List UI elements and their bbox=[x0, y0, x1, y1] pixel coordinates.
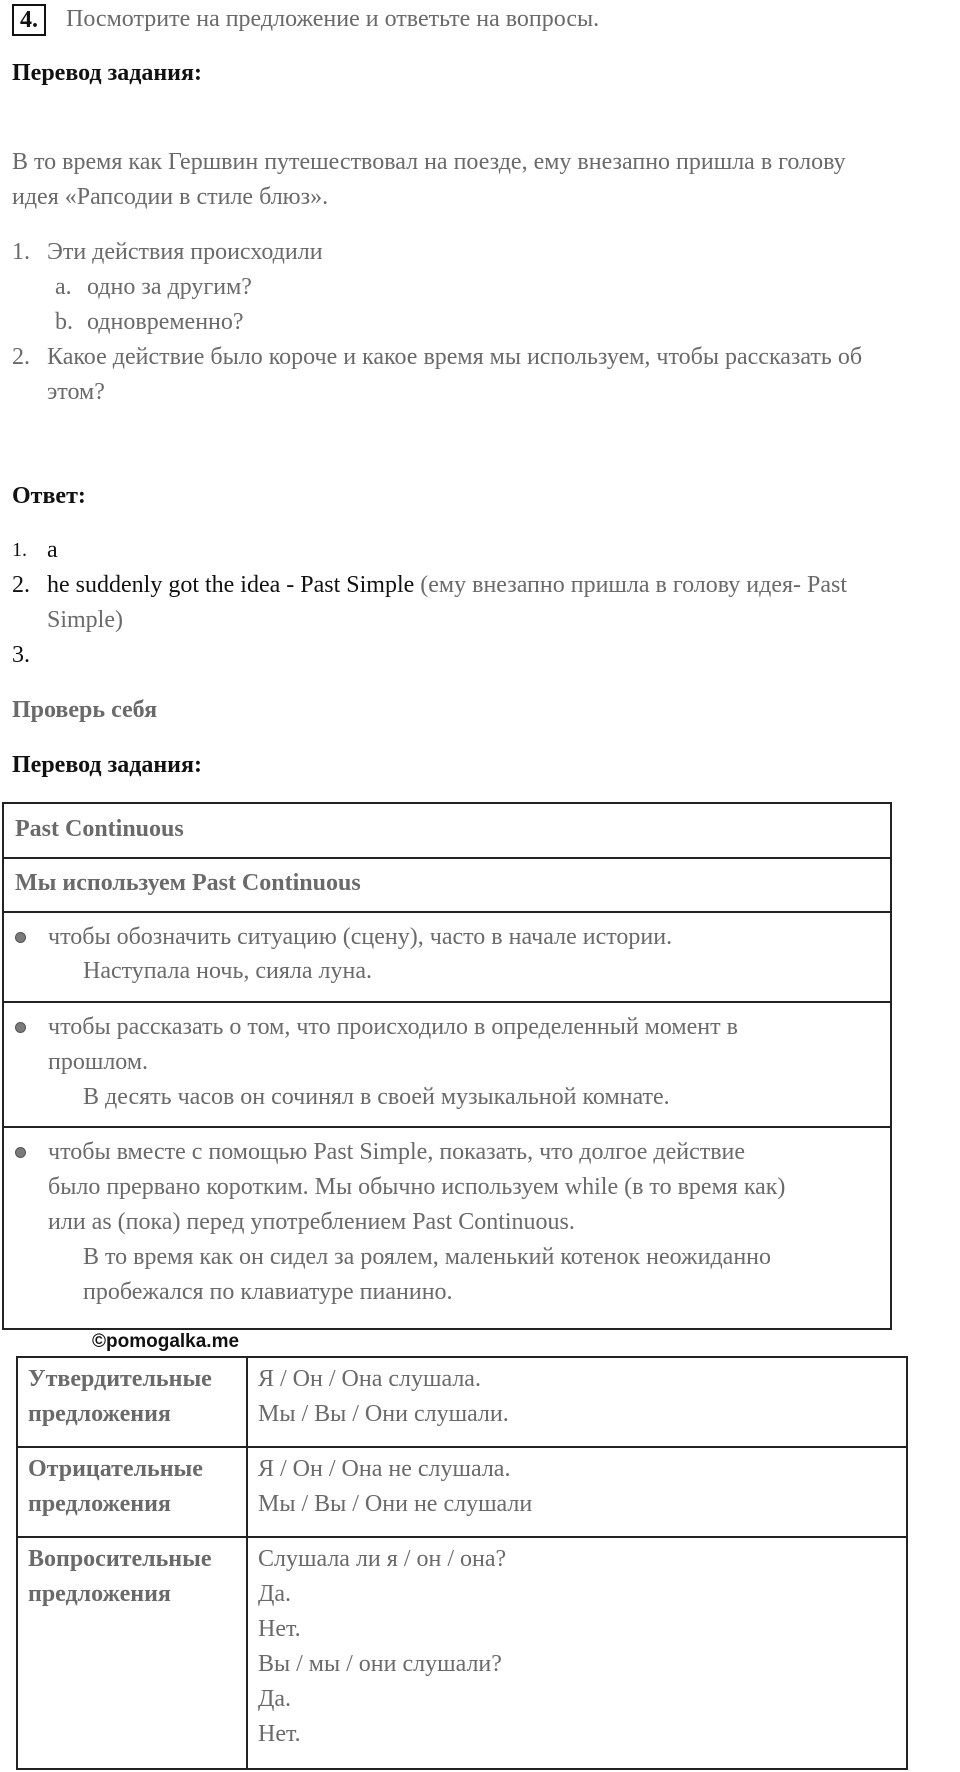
question-1a-letter: a. bbox=[55, 274, 72, 300]
task-instruction: Посмотрите на предложение и ответьте на вопросы. bbox=[66, 6, 600, 32]
use-3-line-3: или as (пока) перед употреблением Past Continuous. bbox=[48, 1209, 575, 1235]
negative-label-line-1: Отрицательные bbox=[28, 1456, 203, 1482]
use-2-line-1: чтобы рассказать о том, что происходило в определенный момент в bbox=[48, 1014, 738, 1040]
answer-3-number: 3. bbox=[12, 642, 30, 668]
question-2-number: 2. bbox=[12, 344, 30, 370]
answer-1-number: 1. bbox=[12, 539, 27, 561]
question-example-1: Слушала ли я / он / она? bbox=[258, 1546, 507, 1572]
bullet-icon bbox=[15, 1022, 26, 1033]
translated-sentence-line-2: идея «Рапсодии в стиле блюз». bbox=[12, 184, 329, 210]
table-column-divider bbox=[246, 1358, 248, 1768]
question-example-6: Нет. bbox=[258, 1721, 301, 1747]
site-watermark: ©pomogalka.me bbox=[92, 1331, 240, 1352]
answer-2-english: he suddenly got the idea - Past Simple bbox=[47, 572, 415, 598]
negative-example-2: Мы / Вы / Они не слушали bbox=[258, 1491, 533, 1517]
affirmative-example-2: Мы / Вы / Они слушали. bbox=[258, 1401, 509, 1427]
question-2-line-1: Какое действие было короче и какое время мы используем, чтобы рассказать об bbox=[47, 344, 863, 370]
table-divider bbox=[4, 1001, 890, 1003]
question-1-number: 1. bbox=[12, 239, 30, 265]
use-3-example-line-2: пробежался по клавиатуре пианино. bbox=[83, 1279, 453, 1305]
table-divider bbox=[18, 1536, 906, 1538]
question-1-text: Эти действия происходили bbox=[47, 239, 323, 265]
negative-example-1: Я / Он / Она не слушала. bbox=[258, 1456, 511, 1482]
question-example-4: Вы / мы / они слушали? bbox=[258, 1651, 502, 1677]
use-2-example: В десять часов он сочинял в своей музыкальной комнате. bbox=[83, 1084, 670, 1110]
sentence-forms-table bbox=[16, 1356, 908, 1770]
use-1-example: Наступала ночь, сияла луна. bbox=[83, 958, 373, 984]
negative-label-line-2: предложения bbox=[28, 1491, 171, 1517]
use-3-line-1: чтобы вместе с помощью Past Simple, показать, что долгое действие bbox=[48, 1139, 746, 1165]
use-1-line-1: чтобы обозначить ситуацию (сцену), часто в начале истории. bbox=[48, 924, 673, 950]
table-subtitle: Мы используем Past Continuous bbox=[15, 870, 361, 896]
answer-heading: Ответ: bbox=[12, 483, 86, 509]
question-example-2: Да. bbox=[258, 1581, 292, 1607]
answer-2-russian: (ему внезапно пришла в голову идея- Past bbox=[420, 572, 848, 598]
question-example-5: Да. bbox=[258, 1686, 292, 1712]
question-1b-text: одновременно? bbox=[87, 309, 244, 335]
bullet-icon bbox=[15, 932, 26, 943]
check-translation-heading: Перевод задания: bbox=[12, 752, 202, 778]
translated-sentence-line-1: В то время как Гершвин путешествовал на поезде, ему внезапно пришла в голову bbox=[12, 149, 846, 175]
question-label-line-1: Вопросительные bbox=[28, 1546, 212, 1572]
past-continuous-table bbox=[2, 802, 892, 1330]
table-title: Past Continuous bbox=[15, 816, 184, 842]
affirmative-example-1: Я / Он / Она слушала. bbox=[258, 1366, 481, 1392]
affirmative-label-line-1: Утвердительные bbox=[28, 1366, 212, 1392]
task-number-box: 4. bbox=[12, 4, 46, 36]
question-1b-letter: b. bbox=[55, 309, 73, 335]
table-divider bbox=[18, 1446, 906, 1448]
question-example-3: Нет. bbox=[258, 1616, 301, 1642]
question-label-line-2: предложения bbox=[28, 1581, 171, 1607]
use-2-line-2: прошлом. bbox=[48, 1049, 149, 1075]
question-2-line-2: этом? bbox=[47, 379, 105, 405]
question-1a-text: одно за другим? bbox=[87, 274, 252, 300]
answer-2-line-2: Simple) bbox=[47, 607, 123, 633]
use-3-example-line-1: В то время как он сидел за роялем, маленький котенок неожиданно bbox=[83, 1244, 772, 1270]
answer-1-text: a bbox=[47, 537, 58, 563]
answer-2-line-1 bbox=[47, 568, 847, 603]
answer-2-number: 2. bbox=[12, 572, 30, 598]
check-yourself-heading: Проверь себя bbox=[12, 697, 158, 723]
table-divider bbox=[4, 911, 890, 913]
affirmative-label-line-2: предложения bbox=[28, 1401, 171, 1427]
use-3-line-2: было прервано коротким. Мы обычно используем while (в то время как) bbox=[48, 1174, 786, 1200]
translation-heading: Перевод задания: bbox=[12, 60, 202, 86]
table-divider bbox=[4, 1126, 890, 1128]
bullet-icon bbox=[15, 1147, 26, 1158]
table-divider bbox=[4, 857, 890, 859]
